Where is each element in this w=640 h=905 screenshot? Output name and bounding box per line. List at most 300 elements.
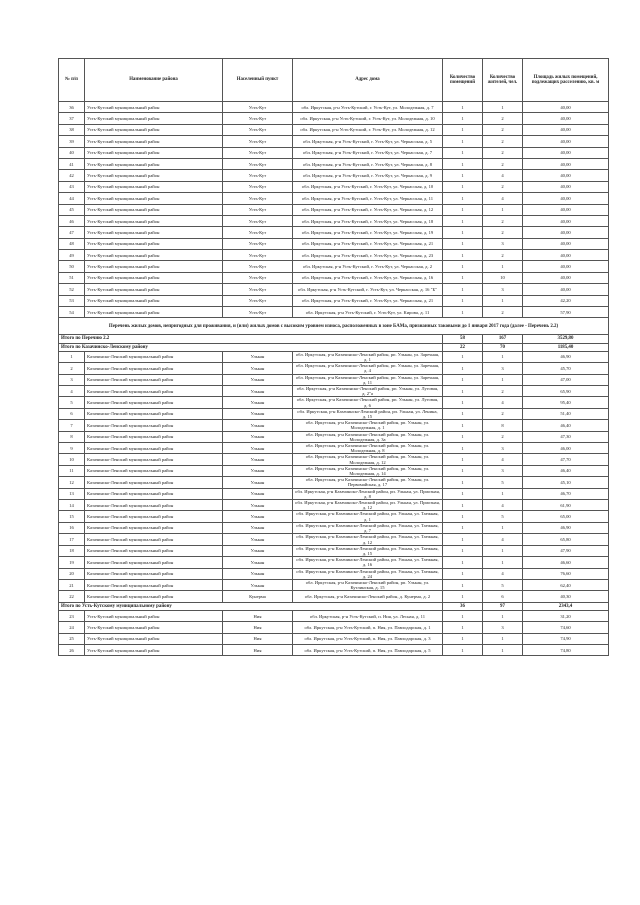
row-rooms: 1	[443, 307, 483, 318]
row-district: Усть-Кутский муниципальный район	[85, 204, 223, 215]
row-num: 3	[59, 374, 85, 385]
row-district: Усть-Кутский муниципальный район	[85, 645, 223, 656]
row-address: обл. Иркутская, р-н Казачинско-Ленский район, рп. Улькан, ул. Молодежная, д. 8	[293, 443, 443, 454]
row-rooms: 1	[443, 454, 483, 465]
table-row	[59, 158, 609, 169]
row-district: Казачинско-Ленский муниципальный район	[85, 477, 223, 488]
row-district: Казачинско-Ленский муниципальный район	[85, 443, 223, 454]
row-settlement: Улькан	[223, 545, 293, 556]
table-row	[59, 170, 609, 181]
row-rooms: 1	[443, 261, 483, 272]
row-area: 47,00	[523, 374, 609, 385]
row-area: 76,60	[523, 568, 609, 579]
table-row	[59, 284, 609, 295]
row-area: 40,30	[523, 591, 609, 602]
row-residents: 2	[483, 181, 523, 192]
row-district: Казачинско-Ленский муниципальный район	[85, 386, 223, 397]
row-address: обл. Иркутская, р-н Усть-Кутский, г. Усть-Кут, ул. Черкасская, д. 19	[293, 227, 443, 238]
row-num: 44	[59, 193, 85, 204]
row-area: 74,80	[523, 645, 609, 656]
row-settlement: Улькан	[223, 488, 293, 499]
table-row	[59, 215, 609, 226]
row-residents: 3	[483, 465, 523, 476]
row-residents: 2	[483, 147, 523, 158]
row-address: обл. Иркутская, р-н Усть-Кутский, г. Усть-Кут, ул. Черкасская, д. 18	[293, 215, 443, 226]
row-rooms: 1	[443, 136, 483, 147]
row-settlement: Усть-Кут	[223, 261, 293, 272]
row-settlement: Улькан	[223, 420, 293, 431]
row-num: 10	[59, 454, 85, 465]
block2-body	[59, 351, 609, 602]
row-settlement: Ния	[223, 645, 293, 656]
row-address: обл. Иркутская, р-н Усть-Кутский, г. Усть-Кут, ул. Черкасская, д. 23	[293, 250, 443, 261]
row-area: 46,90	[523, 522, 609, 533]
row-district: Казачинско-Ленский муниципальный район	[85, 488, 223, 499]
row-rooms: 1	[443, 181, 483, 192]
row-num: 36	[59, 102, 85, 113]
row-num: 26	[59, 645, 85, 656]
row-residents: 3	[483, 443, 523, 454]
row-area: 47,70	[523, 454, 609, 465]
row-area: 40,00	[523, 158, 609, 169]
row-settlement: Ния	[223, 622, 293, 633]
row-address: обл. Иркутская, р-н Казачинско-Ленский район, рп. Улькан, ул. Молодежная, д. 1	[293, 420, 443, 431]
row-area: 74,90	[523, 633, 609, 644]
row-rooms: 1	[443, 102, 483, 113]
row-area: 40,00	[523, 124, 609, 135]
row-address: обл. Иркутская, р-н Усть-Кутский, г. Усть-Кут, ул. Черкасская, д. 9	[293, 170, 443, 181]
row-district: Усть-Кутский муниципальный район	[85, 124, 223, 135]
row-num: 23	[59, 610, 85, 621]
col-settlement: Населенный пункт	[223, 59, 293, 102]
row-area: 40,00	[523, 204, 609, 215]
row-settlement: Усть-Кут	[223, 204, 293, 215]
row-settlement: Кунерма	[223, 591, 293, 602]
row-district: Усть-Кутский муниципальный район	[85, 227, 223, 238]
table-row	[59, 102, 609, 113]
table-row	[59, 465, 609, 476]
row-area: 40,00	[523, 261, 609, 272]
table-row	[59, 147, 609, 158]
total-label: Итого по Усть-Кутскому муниципальному району	[59, 602, 443, 610]
row-rooms: 1	[443, 158, 483, 169]
total-residents: 70	[483, 343, 523, 351]
row-residents: 2	[483, 307, 523, 318]
row-settlement: Улькан	[223, 522, 293, 533]
row-settlement: Усть-Кут	[223, 193, 293, 204]
row-area: 46,40	[523, 465, 609, 476]
table-row	[59, 645, 609, 656]
row-residents: 1	[483, 351, 523, 362]
row-num: 24	[59, 622, 85, 633]
row-residents: 2	[483, 215, 523, 226]
row-residents: 4	[483, 534, 523, 545]
row-residents: 1	[483, 102, 523, 113]
row-settlement: Улькан	[223, 374, 293, 385]
row-address: обл. Иркутская, р-н Казачинско-Ленский район, рп. Улькан, ул. Таежная, д. 1	[293, 511, 443, 522]
row-address: обл. Иркутская, р-н Усть-Кутский, г. Усть-Кут, ул. Черкасская, д. 10	[293, 181, 443, 192]
row-num: 42	[59, 170, 85, 181]
row-residents: 1	[483, 488, 523, 499]
row-residents: 2	[483, 250, 523, 261]
row-rooms: 1	[443, 465, 483, 476]
row-num: 52	[59, 284, 85, 295]
row-num: 16	[59, 522, 85, 533]
table-row	[59, 534, 609, 545]
row-rooms: 1	[443, 622, 483, 633]
row-rooms: 1	[443, 591, 483, 602]
row-rooms: 1	[443, 363, 483, 374]
row-district: Усть-Кутский муниципальный район	[85, 284, 223, 295]
row-residents: 3	[483, 622, 523, 633]
row-num: 5	[59, 397, 85, 408]
row-residents: 5	[483, 511, 523, 522]
row-residents: 4	[483, 397, 523, 408]
row-residents: 2	[483, 113, 523, 124]
row-settlement: Улькан	[223, 431, 293, 442]
row-area: 42,20	[523, 295, 609, 306]
table-row	[59, 557, 609, 568]
row-address: обл. Иркутская, р-н Усть-Кутский, г. Усть-Кут, ул. Молодежная, д. 10	[293, 113, 443, 124]
row-district: Усть-Кутский муниципальный район	[85, 272, 223, 283]
row-settlement: Усть-Кут	[223, 158, 293, 169]
row-residents: 8	[483, 420, 523, 431]
row-num: 15	[59, 511, 85, 522]
row-settlement: Усть-Кут	[223, 147, 293, 158]
total-area: 2343,4	[523, 602, 609, 610]
row-district: Казачинско-Ленский муниципальный район	[85, 511, 223, 522]
row-address: обл. Иркутская, р-н Казачинско-Ленский район, рп. Улькан, ул. Ленина, д. 15	[293, 408, 443, 419]
row-address: обл. Иркутская, р-н Казачинско-Ленский район, рп. Улькан, ул. Луговая, д. 2"а	[293, 386, 443, 397]
table-row	[59, 250, 609, 261]
row-num: 48	[59, 238, 85, 249]
row-area: 40,00	[523, 181, 609, 192]
row-district: Казачинско-Ленский муниципальный район	[85, 374, 223, 385]
row-settlement: Улькан	[223, 351, 293, 362]
row-rooms: 1	[443, 124, 483, 135]
row-district: Усть-Кутский муниципальный район	[85, 622, 223, 633]
row-settlement: Усть-Кут	[223, 215, 293, 226]
row-area: 40,00	[523, 193, 609, 204]
row-address: обл. Иркутская, р-н Усть-Кутский, п. Ния, ул. Лесная, д. 11	[293, 610, 443, 621]
row-residents: 2	[483, 408, 523, 419]
table-row	[59, 272, 609, 283]
table-row	[59, 420, 609, 431]
row-district: Усть-Кутский муниципальный район	[85, 261, 223, 272]
table-row	[59, 477, 609, 488]
row-settlement: Усть-Кут	[223, 295, 293, 306]
row-district: Усть-Кутский муниципальный район	[85, 215, 223, 226]
total-label: Итого по Перечню 2.2	[59, 335, 443, 343]
row-num: 21	[59, 579, 85, 590]
row-address: обл. Иркутская, р-н Казачинско-Ленский район, рп. Улькан, ул. Заречная, д. 4	[293, 363, 443, 374]
row-rooms: 1	[443, 284, 483, 295]
table-row	[59, 238, 609, 249]
row-district: Усть-Кутский муниципальный район	[85, 113, 223, 124]
row-area: 47,90	[523, 545, 609, 556]
row-residents: 1	[483, 545, 523, 556]
row-district: Усть-Кутский муниципальный район	[85, 295, 223, 306]
row-district: Казачинско-Ленский муниципальный район	[85, 545, 223, 556]
row-district: Усть-Кутский муниципальный район	[85, 610, 223, 621]
row-rooms: 1	[443, 408, 483, 419]
row-residents: 4	[483, 500, 523, 511]
row-settlement: Усть-Кут	[223, 113, 293, 124]
row-address: обл. Иркутская, р-н Усть-Кутский, п. Ния, ул. Павлодарская, д. 5	[293, 645, 443, 656]
row-area: 40,00	[523, 147, 609, 158]
table-row	[59, 610, 609, 621]
row-settlement: Усть-Кут	[223, 238, 293, 249]
total-residents: 167	[483, 335, 523, 343]
table-row	[59, 511, 609, 522]
table-row	[59, 431, 609, 442]
row-address: обл. Иркутская, р-н Казачинско-Ленский район, рп. Улькан, ул. Таежная, д. 24	[293, 568, 443, 579]
row-address: обл. Иркутская, р-н Усть-Кутский, п. Ния, ул. Павлодарская, д. 1	[293, 622, 443, 633]
row-rooms: 1	[443, 633, 483, 644]
row-area: 45,10	[523, 477, 609, 488]
row-address: обл. Иркутская, р-н Усть-Кутский, г. Усть-Кут, ул. Черкасская, д. 5	[293, 136, 443, 147]
row-settlement: Усть-Кут	[223, 227, 293, 238]
row-settlement: Усть-Кут	[223, 124, 293, 135]
row-settlement: Усть-Кут	[223, 136, 293, 147]
row-address: обл. Иркутская, р-н Усть-Кутский, п. Ния, ул. Павлодарская, д. 3	[293, 633, 443, 644]
resettlement-table	[58, 58, 609, 656]
total-residents: 97	[483, 602, 523, 610]
row-settlement: Улькан	[223, 477, 293, 488]
row-rooms: 1	[443, 443, 483, 454]
row-district: Казачинско-Ленский муниципальный район	[85, 465, 223, 476]
section-heading: Перечень жилых домов, непригодных для проживания, и (или) жилых домов с высоким уровнем износа, расположенных в зоне БАМа, признанных таковыми до 1 января 2017 года (далее - Перечень 2.2)	[59, 318, 609, 335]
row-district: Усть-Кутский муниципальный район	[85, 102, 223, 113]
row-num: 51	[59, 272, 85, 283]
row-area: 40,00	[523, 102, 609, 113]
col-residents: Количество жителей, чел.	[483, 59, 523, 102]
row-num: 19	[59, 557, 85, 568]
row-district: Казачинско-Ленский муниципальный район	[85, 557, 223, 568]
row-rooms: 1	[443, 351, 483, 362]
row-num: 7	[59, 420, 85, 431]
total-area: 3529,80	[523, 335, 609, 343]
table-row	[59, 579, 609, 590]
row-area: 45,70	[523, 363, 609, 374]
total-area: 1185,40	[523, 343, 609, 351]
row-residents: 3	[483, 363, 523, 374]
row-address: обл. Иркутская, р-н Казачинско-Ленский район, рп. Улькан, ул. Молодежная, д. 12	[293, 454, 443, 465]
row-residents: 3	[483, 284, 523, 295]
row-address: обл. Иркутская, р-н Казачинско-Ленский район, рп. Улькан, ул. Заречная, д. 11	[293, 374, 443, 385]
row-area: 31,20	[523, 610, 609, 621]
table-row	[59, 443, 609, 454]
row-area: 40,00	[523, 284, 609, 295]
row-settlement: Усть-Кут	[223, 307, 293, 318]
row-rooms: 1	[443, 386, 483, 397]
row-district: Казачинско-Ленский муниципальный район	[85, 431, 223, 442]
row-address: обл. Иркутская, р-н Усть-Кутский, г. Усть-Кут, ул. Черкасская, д. 8	[293, 158, 443, 169]
row-residents: 2	[483, 431, 523, 442]
row-num: 41	[59, 158, 85, 169]
row-district: Усть-Кутский муниципальный район	[85, 250, 223, 261]
row-area: 40,00	[523, 238, 609, 249]
table-row	[59, 386, 609, 397]
row-settlement: Усть-Кут	[223, 272, 293, 283]
total-rooms: 36	[443, 602, 483, 610]
table-row	[59, 193, 609, 204]
row-rooms: 1	[443, 522, 483, 533]
row-area: 65,80	[523, 534, 609, 545]
col-num: № п/п	[59, 59, 85, 102]
row-settlement: Усть-Кут	[223, 102, 293, 113]
row-address: обл. Иркутская, р-н Усть-Кутский, г. Усть-Кут, ул. Черкасская, д. 16 "Б"	[293, 284, 443, 295]
row-residents: 1	[483, 645, 523, 656]
row-settlement: Усть-Кут	[223, 250, 293, 261]
row-rooms: 1	[443, 272, 483, 283]
table-header	[59, 59, 609, 102]
row-settlement: Усть-Кут	[223, 170, 293, 181]
row-area: 65,90	[523, 386, 609, 397]
row-num: 43	[59, 181, 85, 192]
row-rooms: 1	[443, 295, 483, 306]
row-address: обл. Иркутская, р-н Усть-Кутский, г. Усть-Кут, ул. Черкасская, д. 12	[293, 204, 443, 215]
row-area: 40,00	[523, 136, 609, 147]
row-area: 40,00	[523, 170, 609, 181]
row-residents: 4	[483, 170, 523, 181]
row-address: обл. Иркутская, р-н Усть-Кутский, г. Усть-Кут, ул. Кирова, д. 11	[293, 307, 443, 318]
row-settlement: Улькан	[223, 500, 293, 511]
table-row	[59, 633, 609, 644]
row-address: обл. Иркутская, р-н Усть-Кутский, г. Усть-Кут, ул. Черкасская, д. 21	[293, 295, 443, 306]
total-rooms: 22	[443, 343, 483, 351]
row-residents: 1	[483, 610, 523, 621]
row-num: 14	[59, 500, 85, 511]
row-num: 50	[59, 261, 85, 272]
row-address: обл. Иркутская, р-н Казачинско-Ленский район, рп. Улькан, ул. Таежная, д. 16	[293, 557, 443, 568]
row-num: 47	[59, 227, 85, 238]
row-area: 62,40	[523, 579, 609, 590]
table-row	[59, 591, 609, 602]
row-rooms: 1	[443, 500, 483, 511]
row-residents: 5	[483, 477, 523, 488]
row-rooms: 1	[443, 534, 483, 545]
col-district: Наименование района	[85, 59, 223, 102]
row-rooms: 1	[443, 579, 483, 590]
section-heading-row	[59, 318, 609, 335]
row-num: 22	[59, 591, 85, 602]
table-row	[59, 351, 609, 362]
table-row	[59, 181, 609, 192]
row-settlement: Улькан	[223, 511, 293, 522]
row-rooms: 1	[443, 477, 483, 488]
row-district: Казачинско-Ленский муниципальный район	[85, 454, 223, 465]
row-settlement: Улькан	[223, 534, 293, 545]
row-area: 51,40	[523, 408, 609, 419]
row-residents: 2	[483, 227, 523, 238]
row-district: Усть-Кутский муниципальный район	[85, 633, 223, 644]
table-row	[59, 488, 609, 499]
row-area: 65,00	[523, 511, 609, 522]
col-area: Площадь жилых помещений, подлежащих расселению, кв. м	[523, 59, 609, 102]
row-rooms: 1	[443, 193, 483, 204]
total-row-ust	[59, 602, 609, 610]
row-rooms: 1	[443, 568, 483, 579]
row-area: 40,00	[523, 272, 609, 283]
row-district: Казачинско-Ленский муниципальный район	[85, 579, 223, 590]
row-settlement: Улькан	[223, 454, 293, 465]
row-settlement: Улькан	[223, 557, 293, 568]
row-district: Казачинско-Ленский муниципальный район	[85, 408, 223, 419]
total-label: Итого по Казачинско-Ленскому району	[59, 343, 443, 351]
table-row	[59, 136, 609, 147]
row-area: 46,70	[523, 488, 609, 499]
block3-body	[59, 610, 609, 656]
row-address: обл. Иркутская, р-н Казачинско-Ленский район, д. Кунерма, д. 2	[293, 591, 443, 602]
row-district: Казачинско-Ленский муниципальный район	[85, 363, 223, 374]
row-num: 13	[59, 488, 85, 499]
row-district: Усть-Кутский муниципальный район	[85, 193, 223, 204]
row-area: 40,00	[523, 215, 609, 226]
row-settlement: Улькан	[223, 579, 293, 590]
row-num: 37	[59, 113, 85, 124]
row-residents: 2	[483, 386, 523, 397]
row-district: Казачинско-Ленский муниципальный район	[85, 534, 223, 545]
row-district: Казачинско-Ленский муниципальный район	[85, 522, 223, 533]
table-row	[59, 500, 609, 511]
row-residents: 6	[483, 591, 523, 602]
table-row	[59, 397, 609, 408]
row-area: 61,90	[523, 500, 609, 511]
row-address: обл. Иркутская, р-н Казачинско-Ленский район, рп. Улькан, ул. Заречная, д. 1	[293, 351, 443, 362]
row-num: 45	[59, 204, 85, 215]
table-row	[59, 522, 609, 533]
row-residents: 1	[483, 522, 523, 533]
row-settlement: Улькан	[223, 408, 293, 419]
row-rooms: 1	[443, 250, 483, 261]
row-rooms: 1	[443, 238, 483, 249]
row-residents: 1	[483, 633, 523, 644]
row-address: обл. Иркутская, р-н Усть-Кутский, г. Усть-Кут, ул. Молодежная, д. 12	[293, 124, 443, 135]
row-rooms: 1	[443, 215, 483, 226]
row-residents: 4	[483, 568, 523, 579]
row-residents: 1	[483, 295, 523, 306]
row-district: Казачинско-Ленский муниципальный район	[85, 351, 223, 362]
row-rooms: 1	[443, 545, 483, 556]
table-row	[59, 454, 609, 465]
row-num: 54	[59, 307, 85, 318]
row-address: обл. Иркутская, р-н Казачинско-Ленский район, рп. Улькан, ул. Таежная, д. 7	[293, 522, 443, 533]
row-settlement: Улькан	[223, 443, 293, 454]
row-area: 57,90	[523, 307, 609, 318]
row-residents: 2	[483, 124, 523, 135]
row-num: 20	[59, 568, 85, 579]
row-rooms: 1	[443, 488, 483, 499]
row-rooms: 1	[443, 204, 483, 215]
row-district: Казачинско-Ленский муниципальный район	[85, 568, 223, 579]
row-residents: 4	[483, 193, 523, 204]
row-address: обл. Иркутская, р-н Казачинско-Ленский район, рп. Улькан, ул. Таежная, д. 15	[293, 545, 443, 556]
row-district: Казачинско-Ленский муниципальный район	[85, 420, 223, 431]
row-address: обл. Иркутская, р-н Казачинско-Ленский район, рп. Улькан, ул. Первомайская, д. 17	[293, 477, 443, 488]
row-rooms: 1	[443, 610, 483, 621]
col-address: Адрес дома	[293, 59, 443, 102]
table-row	[59, 408, 609, 419]
row-num: 53	[59, 295, 85, 306]
row-num: 6	[59, 408, 85, 419]
row-district: Казачинско-Ленский муниципальный район	[85, 500, 223, 511]
row-num: 40	[59, 147, 85, 158]
row-address: обл. Иркутская, р-н Казачинско-Ленский район, рп. Улькан, ул. Молодежная, д. 3а	[293, 431, 443, 442]
row-address: обл. Иркутская, р-н Казачинско-Ленский район, рп. Улькан, ул. Таежная, д. 12	[293, 534, 443, 545]
row-residents: 2	[483, 158, 523, 169]
row-residents: 4	[483, 454, 523, 465]
